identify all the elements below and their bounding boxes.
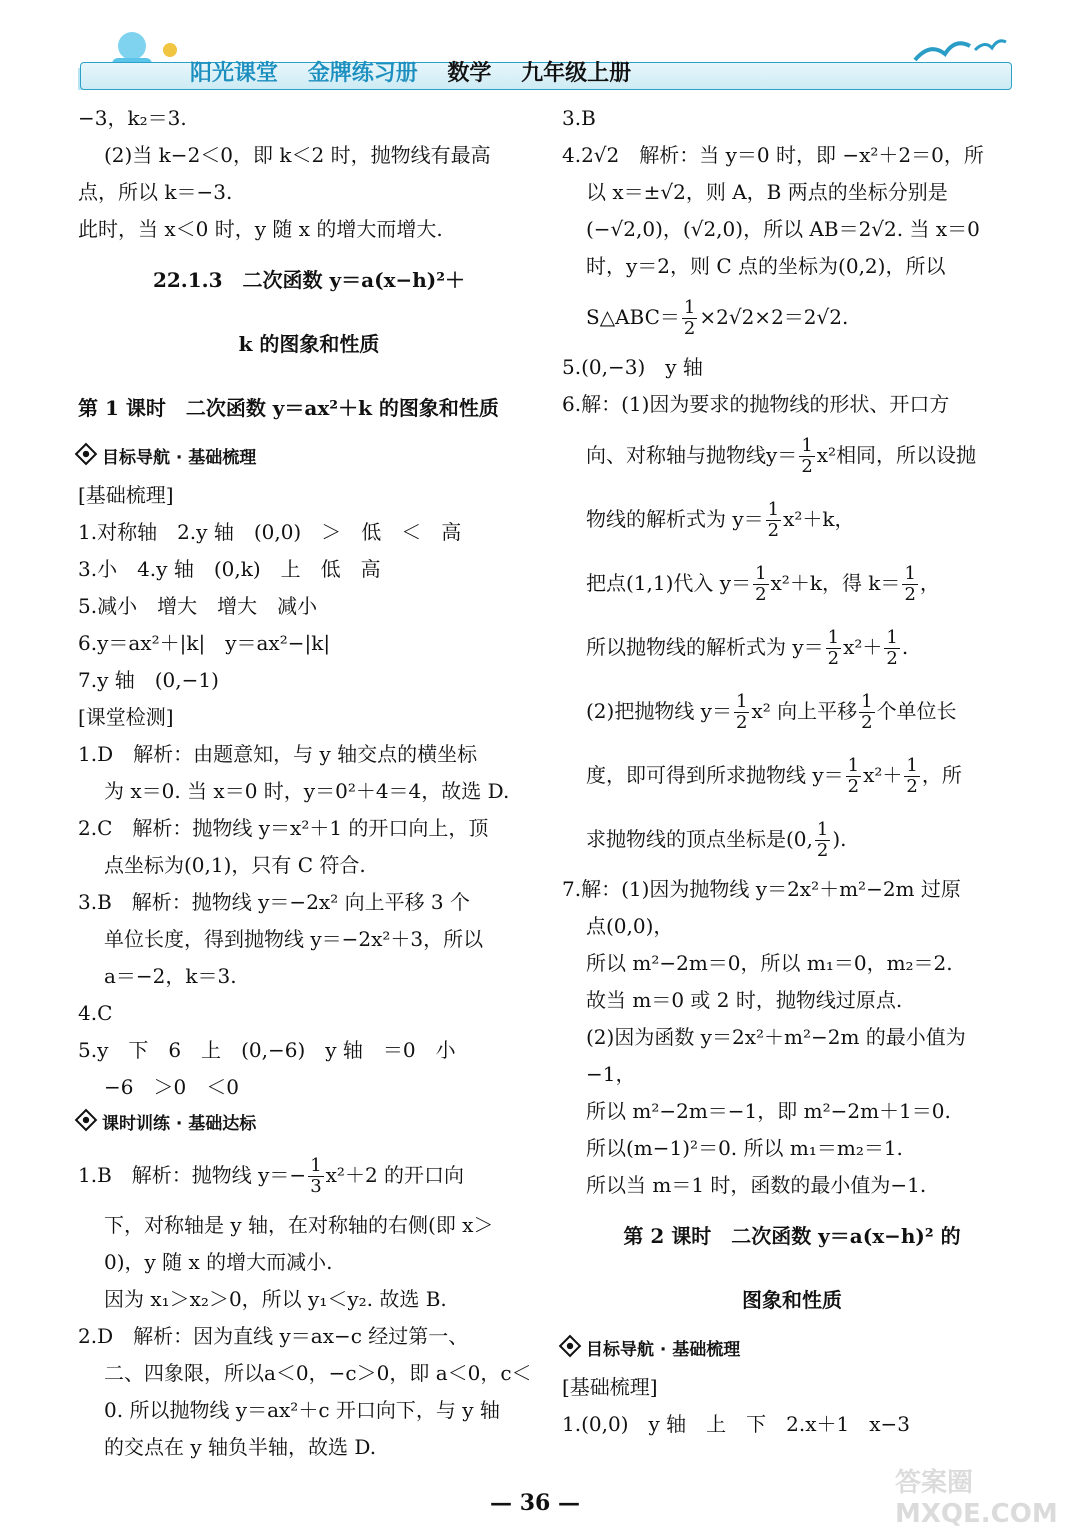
answer-line: (2)把抛物线 y＝ $\frac{1}{2}$ x² 向上平移 $\frac{1}{2}$ 个单位长 [586,691,957,733]
subject: 数学 [447,61,492,86]
answer-line: 为 x＝0. 当 x＝0 时，y＝0²＋4＝4，故选 D. [104,779,510,803]
answer-line: 以 x＝±√2，则 A，B 两点的坐标分别是 [586,180,948,204]
answer-line: 6.解：(1)因为要求的抛物线的形状、开口方 [562,392,950,416]
series-name: 金牌练习册 [307,61,418,86]
answer-line: 所以当 m＝1 时，函数的最小值为−1. [586,1173,927,1197]
fraction: $\frac{1}{2}$ [736,691,748,733]
answer-line: 二、四象限，所以a＜0，−c＞0，即 a＜0，c＜ [104,1361,532,1385]
fraction: $\frac{1}{2}$ [767,499,780,541]
answer-line: 所以 m²−2m＝0，所以 m₁＝0，m₂＝2. [586,951,953,975]
text-line: 此时，当 x＜0 时，y 随 x 的增大而增大. [78,217,443,241]
header-title [190,56,653,87]
page-header [70,28,1010,98]
lesson-heading: 第 2 课时 二次函数 y＝a(x−h)² 的 [623,1224,961,1248]
answer-line: 点坐标为(0,1)，只有 C 符合. [104,853,366,877]
diamond-icon [75,443,98,466]
section-bar: 目标导航 · 基础梳理 [562,1332,1022,1369]
answer-line: 时，y＝2，则 C 点的坐标为(0,2)，所以 [586,254,946,278]
answer-line: 求抛物线的顶点坐标是(0, $\frac{1}{2}$ ). [586,819,847,861]
answer-line: −6 ＞0 ＜0 [104,1075,239,1099]
diamond-icon [75,1109,98,1132]
answer-line: 7.y 轴 (0,−1) [78,668,219,692]
answer-line: 物线的解析式为 y＝ $\frac{1}{2}$ x²＋k， [586,499,855,541]
subsection-label: [基础梳理] [78,483,174,507]
answer-line: 向、对称轴与抛物线y＝ $\frac{1}{2}$ x²相同，所以设抛 [586,435,977,477]
answer-line: 0)，y 随 x 的增大而减小. [104,1250,333,1274]
answer-line: 把点(1,1)代入 y＝ $\frac{1}{2}$ x²＋k，得 k＝ $\frac{1}{2}$ ， [586,563,940,605]
answer-line: 2.D 解析：因为直线 y＝ax−c 经过第一、 [78,1324,469,1348]
answer-line: 2.C 解析：抛物线 y＝x²＋1 的开口向上，顶 [78,816,489,840]
answer-line: 的交点在 y 轴负半轴，故选 D. [104,1435,377,1459]
fraction: $\frac{1}{2}$ [801,435,813,477]
answer-line: 度，即可得到所求抛物线 y＝ $\frac{1}{2}$ x²＋ $\frac{1}{2}$ ，所 [586,755,962,797]
text-line: (2)当 k−2＜0，即 k＜2 时，抛物线有最高 [104,143,491,167]
answer-line: 7.解：(1)因为抛物线 y＝2x²＋m²−2m 过原 [562,877,961,901]
section-bar: 目标导航 · 基础梳理 [78,440,540,477]
fraction: $\frac{1}{2}$ [816,819,829,861]
answer-line: 0. 所以抛物线 y＝ax²＋c 开口向下，与 y 轴 [104,1398,500,1422]
answer-line: 5.减小 增大 增大 减小 [78,594,318,618]
answer-line: 1.对称轴 2.y 轴 (0,0) ＞ 低 ＜ 高 [78,520,462,544]
brand-name: 阳光课堂 [190,61,279,86]
answer-line: 下，对称轴是 y 轴，在对称轴的右侧(即 x＞ [104,1213,494,1237]
section-heading: 22.1.3 二次函数 y＝a(x−h)²＋ [152,268,466,292]
answer-line: 4.2√2 解析：当 y＝0 时，即 −x²＋2＝0，所 [562,143,984,167]
subsection-label: [课堂检测] [78,705,174,729]
answer-line: 4.C [78,1001,113,1025]
answer-line: 点(0,0)， [586,914,674,938]
grade: 九年级上册 [521,61,632,86]
fraction: $\frac{1}{2}$ [847,755,860,797]
answer-line: 3.小 4.y 轴 (0,k) 上 低 高 [78,557,381,581]
watermark: 答案圈 MXQE.COM [895,1468,1058,1529]
fraction: $\frac{1}{2}$ [904,563,916,605]
text-line: −3，k₂＝3. [78,106,187,130]
page-number: — 36 — [490,1490,580,1516]
answer-line: S△ABC＝ $\frac{1}{2}$ ×2√2×2＝2√2. [586,297,849,339]
fraction: $\frac{1}{2}$ [861,691,873,733]
answer-line: 3.B 解析：抛物线 y＝−2x² 向上平移 3 个 [78,890,471,914]
answer-line: 所以抛物线的解析式为 y＝ $\frac{1}{2}$ x²＋ $\frac{1}{2}$ . [586,627,909,669]
answer-line: −1， [586,1062,636,1086]
text-line: 点，所以 k＝−3. [78,180,233,204]
answer-line: 故当 m＝0 或 2 时，抛物线过原点. [586,988,903,1012]
answer-line: 所以 m²−2m＝−1，即 m²−2m＋1＝0. [586,1099,951,1123]
answer-line: (2)因为函数 y＝2x²＋m²−2m 的最小值为 [586,1025,966,1049]
fraction: $\frac{1}{3}$ [310,1155,322,1197]
bird-icon [910,32,1010,66]
answer-line: 所以(m−1)²＝0. 所以 m₁＝m₂＝1. [586,1136,903,1160]
fraction: $\frac{1}{2}$ [683,297,696,339]
fraction: $\frac{1}{2}$ [886,627,898,669]
lesson-heading: 图象和性质 [742,1288,842,1312]
fraction: $\frac{1}{2}$ [755,563,767,605]
subsection-label: [基础梳理] [562,1375,658,1399]
fraction: $\frac{1}{2}$ [827,627,840,669]
answer-line: 1.(0,0) y 轴 上 下 2.x＋1 x−3 [562,1412,910,1436]
section-heading: k 的图象和性质 [238,332,380,356]
left-column [78,100,540,1466]
answer-line: 6.y＝ax²＋|k| y＝ax²−|k| [78,631,331,655]
answer-line: 因为 x₁＞x₂＞0，所以 y₁＜y₂. 故选 B. [104,1287,447,1311]
section-bar: 课时训练 · 基础达标 [78,1106,540,1143]
diamond-icon [559,1335,582,1358]
answer-line: (−√2,0)，(√2,0)，所以 AB＝2√2. 当 x＝0 [586,217,980,241]
answer-line: a＝−2，k＝3. [104,964,237,988]
answer-line: 单位长度，得到抛物线 y＝−2x²＋3，所以 [104,927,484,951]
answer-line: 3.B [562,106,596,130]
answer-line: 5.y 下 6 上 (0,−6) y 轴 ＝0 小 [78,1038,456,1062]
right-column [562,100,1022,1443]
answer-line: 1.D 解析：由题意知，与 y 轴交点的横坐标 [78,742,478,766]
fraction: $\frac{1}{2}$ [906,755,918,797]
lesson-heading: 第 1 课时 二次函数 y＝ax²＋k 的图象和性质 [78,396,499,420]
answer-line: 5.(0,−3) y 轴 [562,355,703,379]
answer-line: 1.B 解析：抛物线 y＝− $\frac{1}{3}$ x²＋2 的开口向 [78,1155,465,1197]
